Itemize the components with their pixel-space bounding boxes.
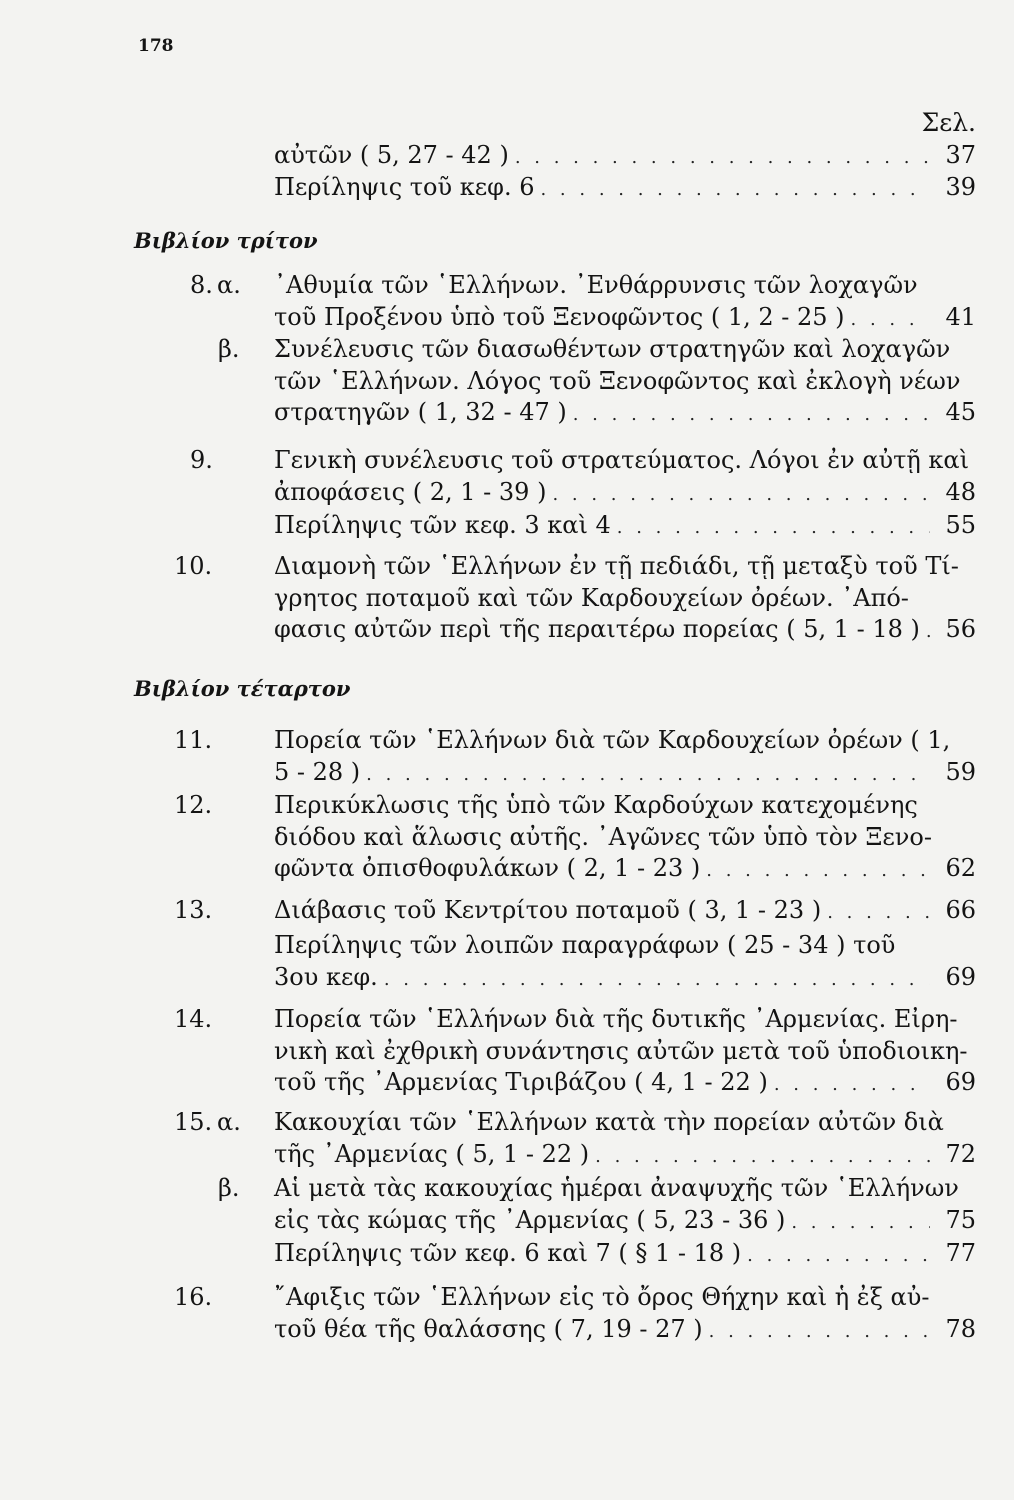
dot-leader: [552, 479, 930, 511]
toc-entry-text: τοῦ θέα τῆς θαλάσσης ( 7, 19 - 27 ): [274, 1314, 703, 1343]
entry-number: 11.: [174, 726, 213, 754]
toc-entry: [274, 1107, 976, 1170]
dot-leader: [540, 174, 930, 206]
toc-page-number: 59: [945, 757, 976, 786]
toc-entry: [274, 1282, 976, 1345]
toc-entry-text: Γενικὴ συνέλευσις τοῦ στρατεύματος. Λόγοι ἐν αὐτῇ καὶ: [274, 446, 970, 474]
toc-page-number: 69: [945, 1068, 976, 1097]
entry-number: 9.: [190, 446, 213, 474]
dot-leader: [747, 1240, 930, 1272]
toc-entry-text: Διάβασις τοῦ Κεντρίτου ποταμοῦ ( 3, 1 - 23 ): [274, 896, 822, 924]
dot-leader: [366, 759, 930, 791]
toc-entry-text: Περίληψις τῶν κεφ. 6 καὶ 7 ( § 1 - 18 ): [274, 1239, 742, 1267]
toc-entry-text: ῎Αφιξις τῶν ῾Ελλήνων εἰς τὸ ὄρος Θήχην καὶ ἡ ἐξ αὐ-: [274, 1283, 930, 1311]
toc-entry-text: Διαμονὴ τῶν ῾Ελλήνων ἐν τῇ πεδιάδι, τῇ μεταξὺ τοῦ Τί-: [274, 552, 959, 580]
toc-entry: [274, 140, 976, 172]
toc-entry-text: 3ου κεφ.: [274, 962, 378, 991]
toc-page-number: 48: [945, 477, 976, 506]
entry-subletter: β.: [218, 335, 240, 363]
toc-entry: [274, 270, 976, 333]
entry-subletter: α.: [217, 271, 241, 299]
toc-page-number: 39: [945, 173, 976, 201]
section-heading-book-4: Βιβλίον τέταρτον: [134, 676, 351, 701]
entry-subletter: β.: [218, 1174, 240, 1202]
toc-page-number: 69: [945, 962, 976, 991]
toc-entry-text: Πορεία τῶν ῾Ελλήνων διὰ τῶν Καρδουχείων ὀρέων ( 1,: [274, 726, 951, 754]
toc-page-number: 72: [945, 1139, 976, 1168]
toc-page-number: 45: [945, 398, 976, 427]
toc-entry: [274, 1173, 976, 1236]
toc-entry: [274, 930, 976, 993]
toc-entry: [274, 510, 976, 542]
toc-entry-text: διόδου καὶ ἅλωσις αὐτῆς. ᾿Αγῶνες τῶν ὑπὸ τὸν Ξενο-: [274, 822, 932, 851]
toc-entry-text: αὐτῶν ( 5, 27 - 42 ): [274, 141, 509, 169]
dot-leader: [774, 1069, 930, 1101]
entry-number: 14.: [174, 1005, 213, 1033]
toc-entry: [274, 790, 976, 885]
toc-entry-text: γρητος ποταμοῦ καὶ τῶν Καρδουχείων ὀρέων. ᾿Από-: [274, 583, 909, 612]
toc-page-number: 41: [945, 302, 976, 331]
toc-entry-text: φασις αὐτῶν περὶ τῆς περαιτέρω πορείας ( 5, 1 - 18 ): [274, 615, 920, 644]
toc-entry: [274, 334, 976, 429]
toc-entry-text: ᾿Αθυμία τῶν ῾Ελλήνων. ᾿Ενθάρρυνσις τῶν λοχαγῶν: [274, 271, 918, 299]
entry-number: 8.: [190, 271, 213, 299]
entry-number: 15.: [174, 1108, 213, 1136]
entry-number: 10.: [174, 552, 213, 580]
toc-page-number: 77: [945, 1239, 976, 1267]
toc-page-number: 66: [945, 896, 976, 924]
toc-entry-text: εἰς τὰς κώμας τῆς ᾿Αρμενίας ( 5, 23 - 36 ): [274, 1205, 786, 1234]
toc-entry-text: Περίληψις τοῦ κεφ. 6: [274, 173, 535, 201]
entry-number: 12.: [174, 791, 213, 819]
page-column-label: Σελ.: [921, 108, 976, 137]
toc-page-number: 62: [945, 854, 976, 883]
toc-entry-text: τῶν ῾Ελλήνων. Λόγος τοῦ Ξενοφῶντος καὶ ἐκλογὴ νέων: [274, 366, 961, 395]
dot-leader: [515, 142, 930, 174]
toc-page-number: 75: [945, 1205, 976, 1234]
dot-leader: [573, 399, 930, 431]
dot-leader: [926, 616, 930, 648]
toc-entry-text: τοῦ τῆς ᾿Αρμενίας Τιριβάζου ( 4, 1 - 22 ): [274, 1068, 768, 1097]
toc-entry: [274, 725, 976, 788]
toc-entry: [274, 172, 976, 204]
dot-leader: [827, 897, 930, 929]
toc-entry: [274, 1238, 976, 1270]
dot-leader: [709, 1316, 930, 1348]
entry-number: 16.: [174, 1283, 213, 1311]
toc-entry-text: 5 - 28 ): [274, 757, 361, 786]
toc-entry-text: Πορεία τῶν ῾Ελλήνων διὰ τῆς δυτικῆς ᾿Αρμενίας. Εἰρη-: [274, 1005, 958, 1033]
toc-page-number: 55: [945, 511, 976, 539]
toc-page-number: 56: [945, 615, 976, 644]
toc-entry-text: Περίληψις τῶν κεφ. 3 καὶ 4: [274, 511, 611, 539]
toc-entry-text: νικὴ καὶ ἐχθρικὴ συνάντησις αὐτῶν μετὰ τοῦ ὑποδιοικη-: [274, 1036, 968, 1065]
toc-entry-text: στρατηγῶν ( 1, 32 - 47 ): [274, 398, 567, 427]
dot-leader: [706, 855, 930, 887]
section-heading-book-3: Βιβλίον τρίτον: [134, 228, 318, 253]
toc-entry-text: Κακουχίαι τῶν ῾Ελλήνων κατὰ τὴν πορείαν αὐτῶν διὰ: [274, 1108, 944, 1136]
entry-subletter: α.: [217, 1108, 241, 1136]
toc-entry-text: ἀποφάσεις ( 2, 1 - 39 ): [274, 477, 547, 506]
dot-leader: [791, 1207, 930, 1239]
toc-entry: [274, 551, 976, 646]
toc-entry: [274, 445, 976, 508]
toc-entry-text: τῆς ᾿Αρμενίας ( 5, 1 - 22 ): [274, 1139, 590, 1168]
toc-entry-text: τοῦ Προξένου ὑπὸ τοῦ Ξενοφῶντος ( 1, 2 - 25 ): [274, 302, 845, 331]
toc-entry-text: Περίληψις τῶν λοιπῶν παραγράφων ( 25 - 34 ) τοῦ: [274, 931, 896, 959]
toc-entry-text: φῶντα ὀπισθοφυλάκων ( 2, 1 - 23 ): [274, 854, 701, 883]
page-number: 178: [138, 36, 174, 56]
dot-leader: [595, 1141, 930, 1173]
toc-entry-text: Περικύκλωσις τῆς ὑπὸ τῶν Καρδούχων κατεχομένης: [274, 791, 918, 819]
dot-leader: [851, 304, 930, 336]
toc-page-number: 37: [945, 141, 976, 169]
entry-number: 13.: [174, 896, 213, 924]
toc-page-number: 78: [945, 1314, 976, 1343]
toc-entry: [274, 895, 976, 927]
dot-leader: [617, 512, 930, 544]
toc-entry: [274, 1004, 976, 1099]
toc-entry-text: Συνέλευσις τῶν διασωθέντων στρατηγῶν καὶ λοχαγῶν: [274, 335, 951, 363]
dot-leader: [384, 964, 930, 996]
toc-entry-text: Αἱ μετὰ τὰς κακουχίας ἡμέραι ἀναψυχῆς τῶν ῾Ελλήνων: [274, 1174, 959, 1202]
